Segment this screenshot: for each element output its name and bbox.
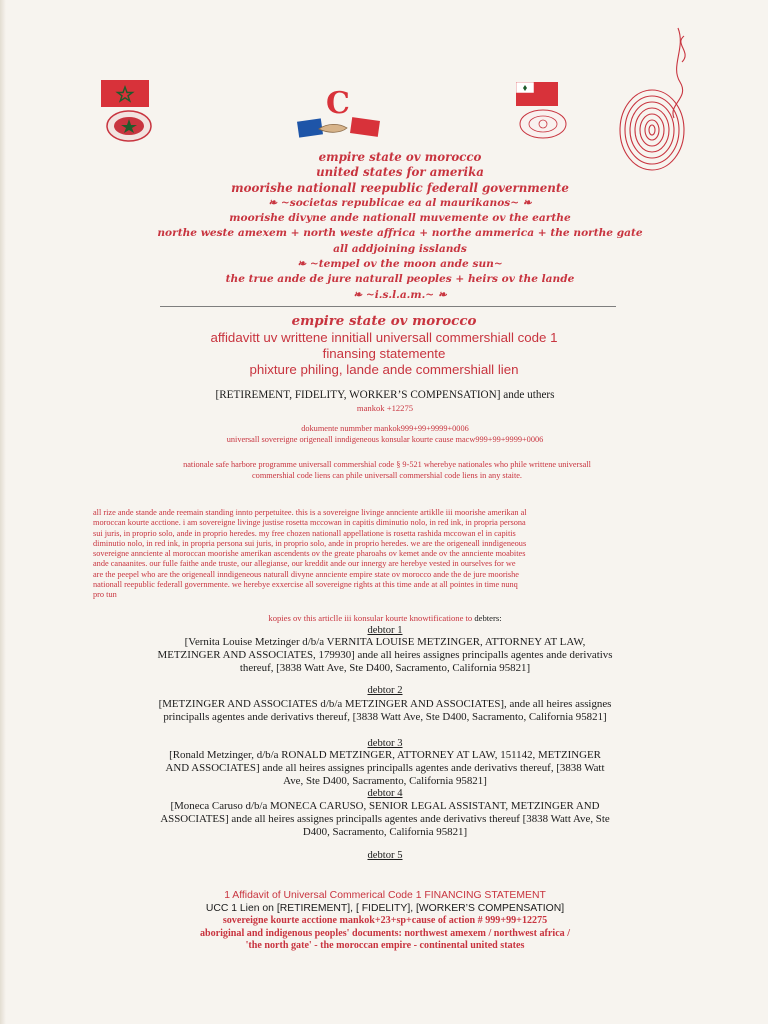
- header-line-9: the true ande de jure naturall peoples + heirs ov the lande: [225, 273, 575, 286]
- debtor-2-line: [METZINGER AND ASSOCIATES d/b/a METZINGER AND ASSOCIATES], ande all heires assignes: [158, 698, 612, 710]
- subject-suffix: ande uthers: [500, 389, 555, 401]
- debtor-4-line: [Moneca Caruso d/b/a MONECA CARUSO, SENIOR LEGAL ASSISTANT, METZINGER AND: [170, 800, 600, 812]
- footer-line-5: 'the north gate' - the moroccan empire - continental united states: [245, 940, 525, 952]
- header-line-6: northe weste amexem + north weste affrica + northe ammerica + the northe gate: [157, 227, 643, 240]
- nationale-line-1: nationale safe harbore programme universall commershial code § 9-521 wherebye nationales who phile writtene universall: [183, 460, 591, 469]
- header-line-2: united states for amerika: [316, 165, 484, 180]
- body-line: pro tun: [93, 590, 117, 600]
- document-number-line-2: universall sovereigne origeneall inndigeneous konsular kourte cause macw999+99+9999+0006: [226, 434, 544, 444]
- title-line-2: affidavitt uv writtene innitiall universall commershiall code 1: [210, 330, 558, 345]
- debtor-4-line: ASSOCIATES] ande all heires assignes principalls agentes ande derivativs thereuf [3838 Watt Ave, Ste: [160, 813, 610, 825]
- debtor-2-heading: debtor 2: [367, 685, 403, 696]
- subject-line: [120, 389, 650, 402]
- debtor-3-line: [Ronald Metzinger, d/b/a RONALD METZINGER, ATTORNEY AT LAW, 151142, METZINGER: [169, 749, 601, 761]
- header-line-1: empire state ov morocco: [318, 150, 482, 164]
- body-line: diminutio nolo, in red ink, in propria persona sui juris, in proprio solo, ande in proprio heredes. we are the origeneall inndigeneous: [93, 538, 527, 548]
- title-line-1: empire state ov morocco: [291, 313, 477, 329]
- header-text-block: [150, 150, 650, 303]
- debtor-3-heading: debtor 3: [367, 738, 403, 749]
- nationale-line-2: commershial code liens can phile universall commershial code liens in any staite.: [251, 470, 523, 480]
- debtor-2-text: [80, 698, 690, 724]
- debtor-4-text: [90, 800, 680, 839]
- footer-line-1: 1 Affidavit of Universal Commerical Code 1 FINANCING STATEMENT: [224, 890, 546, 901]
- kopies-line: [120, 613, 650, 623]
- debtor-1-heading: debtor 1: [367, 625, 403, 636]
- debtor-1-line: [Vernita Louise Metzinger d/b/a VERNITA LOUISE METZINGER, ATTORNEY AT LAW,: [184, 636, 586, 648]
- body-line: are the peepel who are the origeneall inndigeneous naturall divyne annciente empire state ov morocco ande the de jure moorishe: [93, 569, 519, 579]
- body-paragraph: [93, 508, 679, 601]
- right-flag-icon: [516, 82, 558, 106]
- body-line: ande canaanites. our fulle faithe ande truste, our allegianse, our kreddit ande our innergy are herebye vested in ourselves for we: [93, 559, 516, 569]
- body-line: sui juris, in proprio solo, ande in proprio heredes. my free chozen nationall appellatione is rosetta rashida mccowan el in capitis: [93, 528, 516, 538]
- debtor-1-text: [80, 636, 690, 675]
- header-line-4: ❧ ~societas republicae ea al maurikanos~ ❧: [268, 196, 532, 209]
- subject-main: [RETIREMENT, FIDELITY, WORKER’S COMPENSATION]: [215, 389, 501, 401]
- header-line-7: all addjoining isslands: [333, 242, 467, 255]
- body-line: all rize ande stande ande reemain standing innto perpetuitee. this is a sovereigne livinge annciente artiklle iii moorishe amerikan al: [93, 508, 527, 517]
- title-line-4: phixture philing, lande ande commershiall lien: [249, 362, 519, 377]
- left-seal-icon: [106, 110, 152, 142]
- moroccan-flag-icon: [101, 80, 149, 107]
- debtor-3-text: [90, 749, 680, 788]
- page-edge: [0, 0, 6, 1024]
- body-line: moroccan kourte acctione. i am sovereigne livinge justise rosetta mccowan in capitis diminutio nolo, in red ink, in propria persona: [93, 518, 526, 528]
- debtor-4-line: D400, Sacramento, California 95821]: [302, 826, 468, 838]
- footer-line-3: sovereigne kourte acctione mankok+23+sp+cause of action # 999+99+12275: [222, 915, 548, 927]
- document-number-block: [100, 424, 670, 445]
- header-line-10: ❧ ~i.s.l.a.m.~ ❧: [353, 288, 447, 301]
- debtor-5-heading: debtor 5: [367, 850, 403, 861]
- document-number-line-1: dokumente nummber mankok999+99+9999+0006: [301, 424, 469, 433]
- kopies-text: kopies ov this articlle iii konsular kourte knowtificatione to: [268, 613, 475, 623]
- svg-text:C: C: [326, 86, 350, 118]
- debtor-3-line: Ave, Ste D400, Sacramento, California 95821]: [283, 775, 487, 787]
- title-line-3: finansing statemente: [322, 346, 446, 361]
- debtor-4-heading: debtor 4: [367, 788, 403, 799]
- ornament-icon: ❧: [297, 258, 310, 271]
- body-line: nationall reepublic federall governmente. we herebye exxercise all sovereigne rights at this time ande at all pointes in time nunq: [93, 580, 518, 590]
- debtor-1-line: METZINGER AND ASSOCIATES, 179930] ande all heires assignes principalls agentes ande derivativs: [157, 649, 613, 661]
- header-line-5: moorishe divyne ande nationall muvemente ov the earthe: [229, 212, 571, 225]
- ornament-icon: ❧: [519, 196, 532, 209]
- crescent-logo-icon: [315, 86, 361, 118]
- kopies-debters: debters:: [474, 613, 502, 623]
- ornament-icon: ❧: [268, 196, 281, 209]
- handshake-flags-icon: [295, 115, 385, 139]
- footer-block: [90, 890, 680, 953]
- debtor-2-line: principalls agentes ande derivativs thereuf, [3838 Watt Ave, Ste D400, Sacramento, California 95821]: [163, 711, 607, 723]
- ornament-icon: ❧: [434, 288, 447, 301]
- title-block: [150, 313, 618, 378]
- right-seal-icon: [518, 108, 568, 140]
- footer-line-4: aboriginal and indigenous peoples' documents: northwest amexem / northwest africa /: [199, 927, 571, 939]
- ornament-icon: ❧: [353, 288, 366, 301]
- header-line-3: moorishe nationall reepublic federall governmente: [231, 180, 569, 195]
- debtor-1-line: thereuf, [3838 Watt Ave, Ste D400, Sacramento, California 95821]: [239, 662, 531, 674]
- body-line: sovereigne annciente al moroccan moorishe amerikan ascendents ov the greate pharoahs ov kemet ande ov the annciente moabites: [93, 549, 526, 559]
- debtor-3-line: AND ASSOCIATES] ande all heires assignes principalls agentes ande derivativs thereuf, [3838 Watt: [165, 762, 605, 774]
- horizontal-rule: [160, 306, 616, 307]
- header-line-8: ❧ ~tempel ov the moon ande sun~: [297, 258, 503, 271]
- nationale-paragraph: [82, 460, 692, 482]
- subject-small: mankok +12275: [356, 403, 414, 413]
- footer-line-2: UCC 1 Lien on [RETIREMENT], [ FIDELITY], [WORKER’S COMPENSATION]: [205, 902, 565, 914]
